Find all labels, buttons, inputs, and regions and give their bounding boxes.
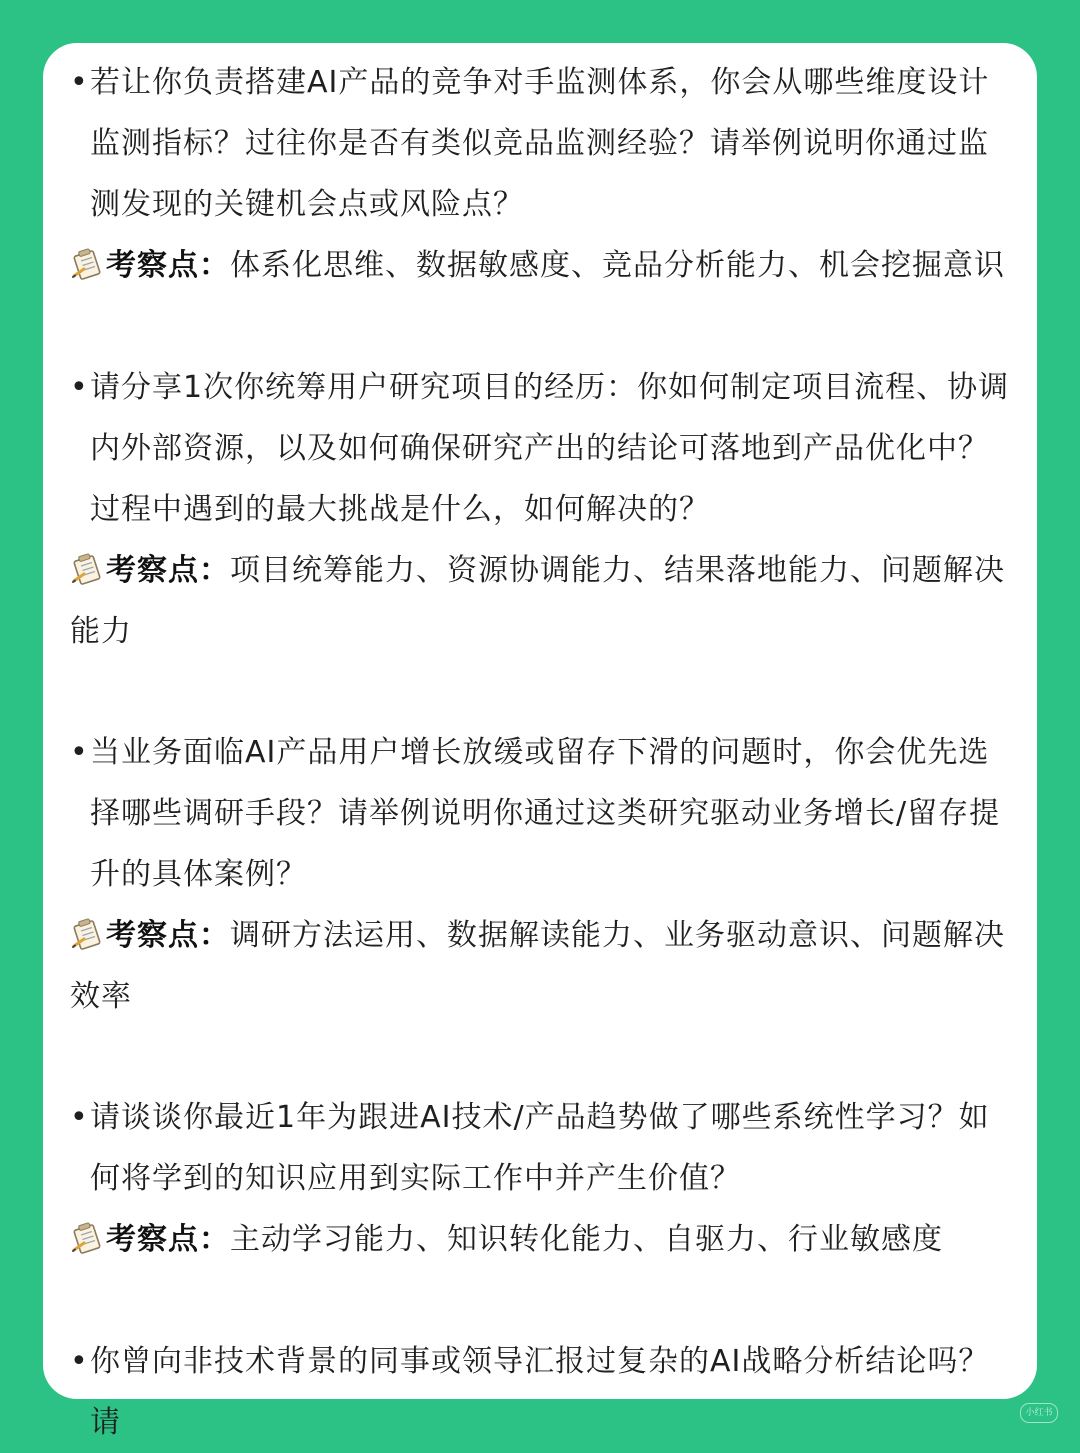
question-text: 请谈谈你最近1年为跟进AI技术/产品趋势做了哪些系统性学习？如何将学到的知识应用到实际工作中并产生价值？ (90, 1100, 990, 1196)
assessment-label: 考察点： (106, 918, 230, 953)
bullet: • (70, 1344, 89, 1379)
content-card (43, 43, 1037, 1440)
bullet: • (70, 65, 89, 100)
question-item (70, 1331, 1010, 1453)
assessment-label: 考察点： (106, 553, 230, 588)
memo-icon (70, 239, 104, 269)
assessment-text: 主动学习能力、知识转化能力、自驱力、行业敏感度 (230, 1222, 943, 1257)
bullet: • (70, 735, 89, 770)
question-item (70, 1087, 1010, 1209)
watermark-badge: 小红书 (1020, 1403, 1058, 1423)
assessment-text: 调研方法运用、数据解读能力、业务驱动意识、问题解决效率 (70, 918, 1005, 1014)
assessment-text: 体系化思维、数据敏感度、竞品分析能力、机会挖掘意识 (230, 248, 1005, 283)
question-item (70, 357, 1010, 540)
memo-icon (70, 544, 104, 574)
assessment-label: 考察点： (106, 248, 230, 283)
question-item (70, 52, 1010, 235)
bullet: • (70, 1100, 89, 1135)
question-item (70, 722, 1010, 905)
assessment-points (70, 540, 1010, 662)
memo-icon (70, 909, 104, 939)
assessment-label: 考察点： (106, 1222, 230, 1257)
question-text: 当业务面临AI产品用户增长放缓或留存下滑的问题时，你会优先选择哪些调研手段？请举例说明你通过这类研究驱动业务增长/留存提升的具体案例？ (90, 735, 1001, 892)
memo-icon (70, 1213, 104, 1243)
assessment-points (70, 235, 1010, 296)
question-text: 你曾向非技术背景的同事或领导汇报过复杂的AI战略分析结论吗？请 (90, 1344, 990, 1440)
question-text: 若让你负责搭建AI产品的竞争对手监测体系，你会从哪些维度设计监测指标？过往你是否有类似竞品监测经验？请举例说明你通过监测发现的关键机会点或风险点？ (90, 65, 990, 222)
assessment-points (70, 1209, 1010, 1270)
question-text: 请分享1次你统筹用户研究项目的经历：你如何制定项目流程、协调内外部资源，以及如何确保研究产出的结论可落地到产品优化中？过程中遇到的最大挑战是什么，如何解决的？ (90, 370, 1010, 527)
assessment-text: 项目统筹能力、资源协调能力、结果落地能力、问题解决能力 (70, 553, 1005, 649)
bullet: • (70, 370, 89, 405)
assessment-points (70, 905, 1010, 1027)
